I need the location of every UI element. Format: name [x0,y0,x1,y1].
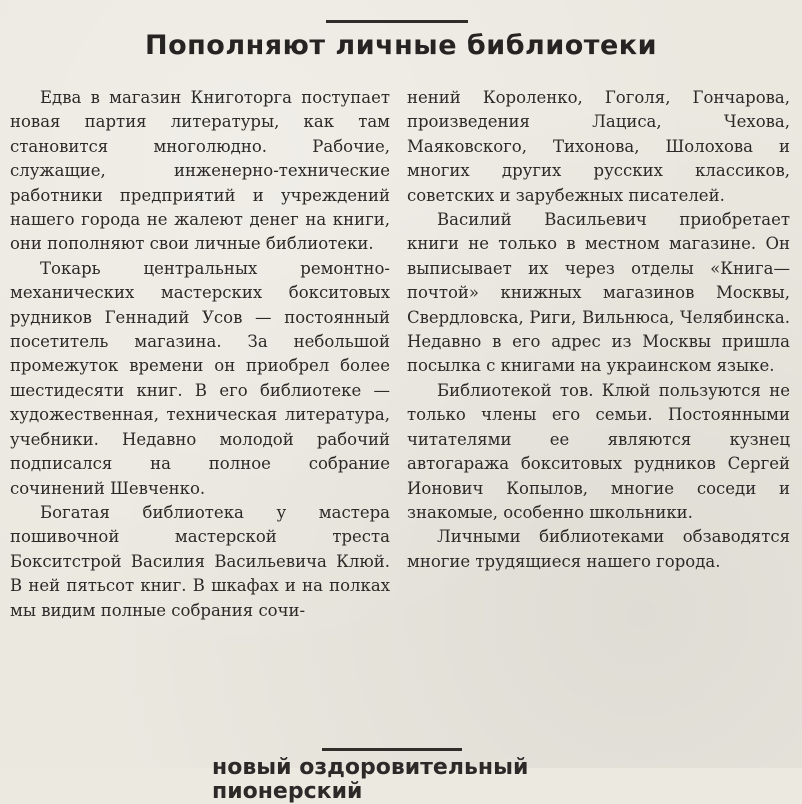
article-headline: Пополняют личные библиотеки [145,30,657,61]
paragraph: Токарь центральных ремонтно-механических мастерских бокситовых рудников Геннадий Усов — постоянный посетитель магазина. За небольшой промежуток времени он приобрел более шестидесяти книг. В его библиотеке — художественная, техническая литература, учебники. Недавно молодой рабочий подписался на полное собрание сочинений Шевченко. [10,258,390,498]
paragraph: Библиотекой тов. Клюй пользуются не только члены его семьи. Постоянными читателями ее являются кузнец автогаража бокситовых рудников Сергей Ионович Копылов, многие соседи и знакомые, особенно школьники. [407,380,790,522]
paragraph-continuation: нений Короленко, Гоголя, Гончарова, произведения Лациса, Чехова, Маяковского, Тихонова, Шолохова и многих других русских классиков, советских и зарубежных писателей. [407,88,790,205]
next-article-headline-fragment: новый оздоровительный пионерский [212,755,529,804]
article-column-right [407,86,790,574]
paragraph: Богатая библиотека у мастера пошивочной мастерской треста Бокситстрой Василия Васильевича Клюй. В ней пятьсот книг. В шкафах и на полках мы видим полные собрания сочи- [10,502,390,620]
paragraph: Едва в магазин Книготорга поступает новая партия литературы, как там становится многолюдно. Рабочие, служащие, инженерно-технические работники предприятий и учреждений нашего города не жалеют денег на книги, они пополняют свои личные библиотеки. [10,88,390,254]
article-column-left [10,86,390,623]
paragraph: Личными библиотеками обзаводятся многие трудящиеся нашего города. [407,527,790,571]
next-article-rule [322,748,462,751]
paragraph: Василий Васильевич приобретает книги не только в местном магазине. Он выписывает их через отделы «Книга—почтой» книжных магазинов Москвы, Свердловска, Риги, Вильнюса, Челябинска. Недавно в его адрес из Москвы пришла посылка с книгами на украинском языке. [407,210,790,376]
headline-rule-top [326,20,468,23]
